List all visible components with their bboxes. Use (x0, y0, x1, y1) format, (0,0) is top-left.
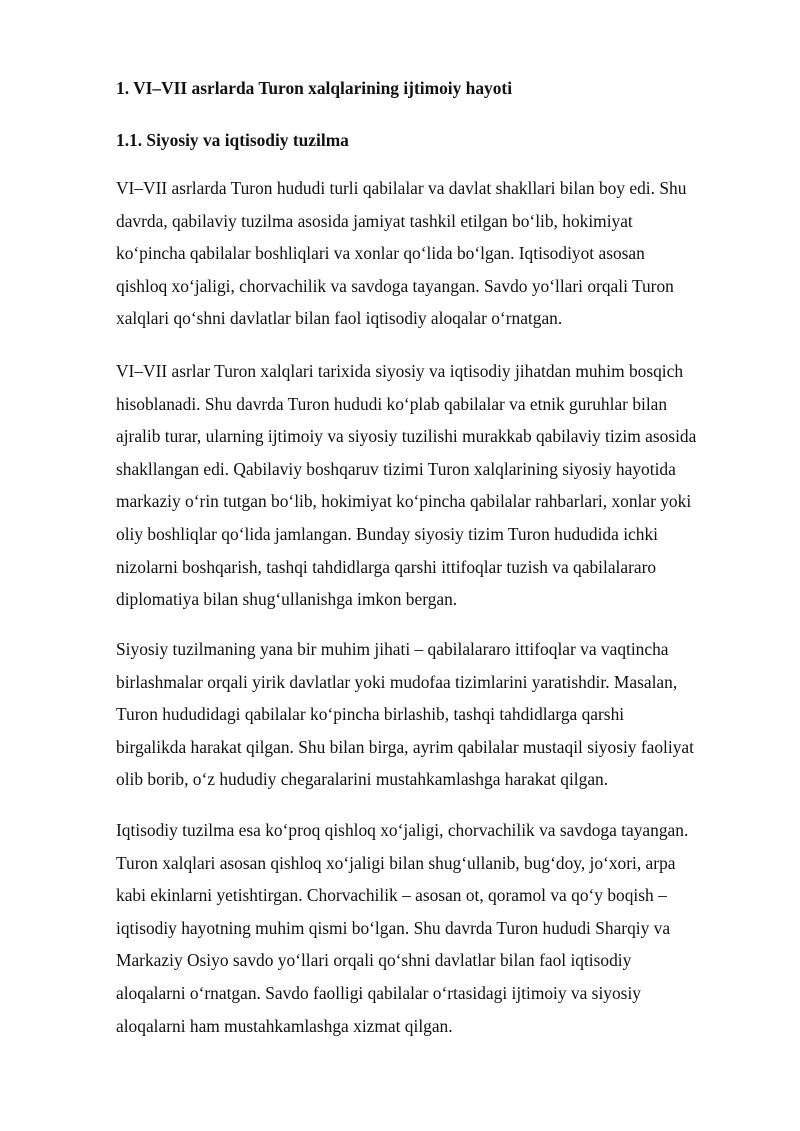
paragraph (116, 172, 752, 335)
text-line: ajralib turar, ularning ijtimoiy va siyosiy tuzilishi murakkab qabilaviy tizim asosida (116, 426, 697, 447)
text-line: hisoblanadi. Shu davrda Turon hududi ko‘plab qabilalar va etnik guruhlar bilan (116, 393, 668, 414)
text-line: qishloq xo‘jaligi, chorvachilik va savdoga tayangan. Savdo yo‘llari orqali Turon (116, 275, 674, 296)
text-line: birlashmalar orqali yirik davlatlar yoki mudofaa tizimlarini yaratishdir. Masalan, (116, 671, 678, 692)
section-heading: 1. VI–VII asrlarda Turon xalqlarining ijtimoiy hayoti (116, 78, 513, 98)
text-line: oliy boshliqlar qo‘lida jamlangan. Bunday siyosiy tizim Turon hududida ichki (116, 523, 658, 544)
text-line: markaziy o‘rin tutgan bo‘lib, hokimiyat ko‘pincha qabilalar rahbarlari, xonlar yoki (116, 491, 692, 512)
text-line: aloqalarni o‘rnatgan. Savdo faolligi qabilalar o‘rtasidagi ijtimoiy va siyosiy (116, 982, 641, 1003)
text-line: VI–VII asrlar Turon xalqlari tarixida siyosiy va iqtisodiy jihatdan muhim bosqich (116, 361, 684, 381)
text-line: Siyosiy tuzilmaning yana bir muhim jihati – qabilalararo ittifoqlar va vaqtincha (116, 639, 669, 659)
text-line: nizolarni boshqarish, tashqi tahdidlarga qarshi ittifoqlar tuzish va qabilalararo (116, 556, 657, 577)
subsection-heading: 1.1. Siyosiy va iqtisodiy tuzilma (116, 130, 349, 150)
text-line: ko‘pincha qabilalar boshliqlari va xonlar qo‘lida bo‘lgan. Iqtisodiyot asosan (116, 243, 645, 264)
text-line: Turon hududidagi qabilalar ko‘pincha birlashib, tashqi tahdidlarga qarshi (116, 704, 625, 725)
text-line: kabi ekinlarni yetishtirgan. Chorvachilik – asosan ot, qoramol va qo‘y boqish – (116, 885, 667, 906)
text-line: Turon xalqlari asosan qishloq xo‘jaligi bilan shug‘ullanib, bug‘doy, jo‘xori, arpa (116, 852, 676, 873)
paragraph (116, 633, 752, 796)
text-line: olib borib, o‘z hududiy chegaralarini mustahkamlashga harakat qilgan. (116, 769, 609, 790)
text-line: Markaziy Osiyo savdo yo‘llari orqali qo‘shni davlatlar bilan faol iqtisodiy (116, 950, 632, 971)
paragraph (116, 355, 752, 616)
text-line: diplomatiya bilan shug‘ullanishga imkon bergan. (116, 589, 458, 610)
text-line: shakllangan edi. Qabilaviy boshqaruv tizimi Turon xalqlarining siyosiy hayotida (116, 458, 676, 479)
text-line: VI–VII asrlarda Turon hududi turli qabilalar va davlat shakllari bilan boy edi. Shu (116, 178, 687, 198)
text-line: Iqtisodiy tuzilma esa ko‘proq qishloq xo‘jaligi, chorvachilik va savdoga tayangan. (116, 820, 689, 840)
text-line: iqtisodiy hayotning muhim qismi bo‘lgan. Shu davrda Turon hududi Sharqiy va (116, 917, 671, 938)
text-line: xalqlari qo‘shni davlatlar bilan faol iqtisodiy aloqalar o‘rnatgan. (116, 308, 563, 329)
text-line: aloqalarni ham mustahkamlashga xizmat qilgan. (116, 1015, 453, 1036)
text-line: birgalikda harakat qilgan. Shu bilan birga, ayrim qabilalar mustaqil siyosiy faoliyat (116, 736, 694, 757)
paragraph (116, 814, 752, 1042)
text-line: davrda, qabilaviy tuzilma asosida jamiyat tashkil etilgan bo‘lib, hokimiyat (116, 210, 633, 231)
